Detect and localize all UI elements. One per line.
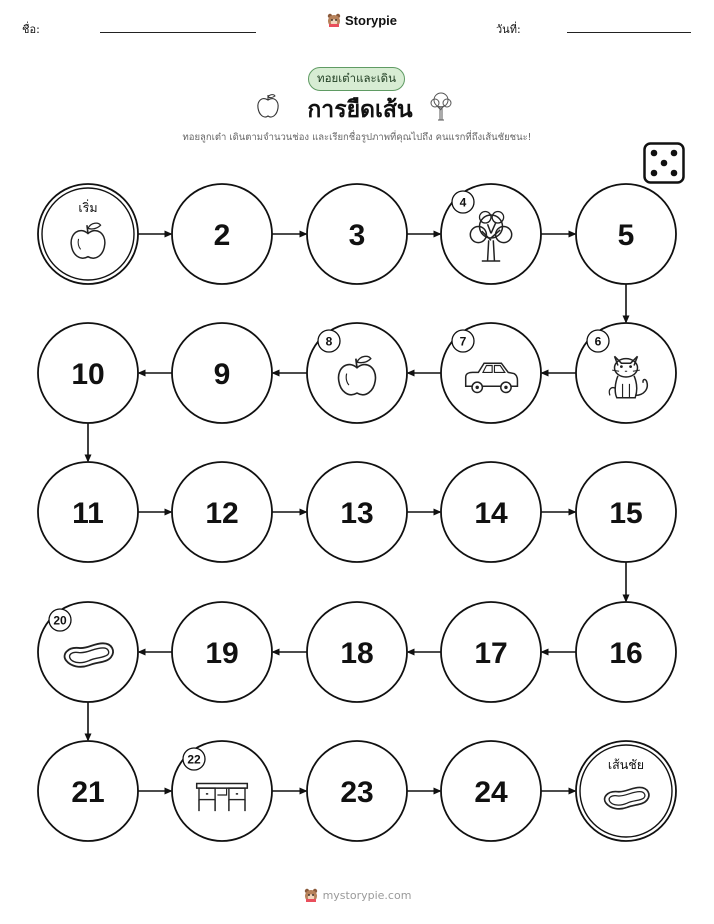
board-space xyxy=(172,462,272,562)
storypie-footer-logo-icon xyxy=(303,887,319,903)
board-space xyxy=(441,602,541,702)
instructions: ทอยลูกเต๋า เดินตามจำนวนช่อง และเรียกชื่อรูปภาพที่คุณไปถึง คนแรกที่ถึงเส้นชัยชนะ! xyxy=(182,132,532,143)
board-space xyxy=(38,184,138,284)
space-number: 10 xyxy=(71,358,105,391)
space-number: 18 xyxy=(340,637,374,670)
board-space xyxy=(576,741,676,841)
space-number: 8 xyxy=(325,334,333,349)
board-space xyxy=(441,184,541,284)
board-space xyxy=(38,462,138,562)
footer-url: mystorypie.com xyxy=(322,888,412,902)
board-space xyxy=(307,602,407,702)
space-number: 21 xyxy=(71,776,105,809)
category-badge: ทอยเต๋าและเดิน xyxy=(308,67,405,91)
board-space xyxy=(307,741,407,841)
space-number: 23 xyxy=(340,776,374,809)
board-space xyxy=(576,323,676,423)
date-label: วันที่: xyxy=(496,23,521,36)
board-space xyxy=(441,741,541,841)
space-number: 17 xyxy=(474,637,508,670)
space-number: 3 xyxy=(348,219,366,252)
board-space xyxy=(172,602,272,702)
page-title: การยืดเส้น xyxy=(307,97,413,123)
board-space xyxy=(441,323,541,423)
space-number: 9 xyxy=(213,358,231,391)
board-space xyxy=(38,741,138,841)
space-number: 19 xyxy=(205,637,239,670)
board-space xyxy=(172,323,272,423)
board-space xyxy=(172,741,272,841)
space-number: 24 xyxy=(474,776,508,809)
space-number: 4 xyxy=(459,195,467,210)
start-label: เริ่ม xyxy=(78,200,98,215)
space-number: 2 xyxy=(213,219,231,252)
board-space xyxy=(576,462,676,562)
board-space xyxy=(307,462,407,562)
board-space xyxy=(307,184,407,284)
space-number: 16 xyxy=(609,637,643,670)
board-space xyxy=(172,184,272,284)
space-number: 13 xyxy=(340,497,374,530)
space-number: 20 xyxy=(53,613,67,628)
space-number: 22 xyxy=(187,752,201,767)
space-number: 12 xyxy=(205,497,239,530)
board-spaces xyxy=(38,184,676,841)
board-space xyxy=(576,184,676,284)
board-space xyxy=(441,462,541,562)
name-label: ชื่อ: xyxy=(22,23,40,36)
space-number: 15 xyxy=(609,497,643,530)
brand-name: Storypie xyxy=(345,12,398,28)
board-space xyxy=(307,323,407,423)
space-number: 5 xyxy=(617,219,635,252)
board-space xyxy=(38,602,138,702)
space-number: 14 xyxy=(474,497,508,530)
space-number: 6 xyxy=(594,334,602,349)
board-space xyxy=(576,602,676,702)
space-number: 11 xyxy=(72,497,104,530)
board-space xyxy=(38,323,138,423)
finish-label: เส้นชัย xyxy=(607,757,645,772)
space-number: 7 xyxy=(459,334,467,349)
footer xyxy=(0,887,714,903)
